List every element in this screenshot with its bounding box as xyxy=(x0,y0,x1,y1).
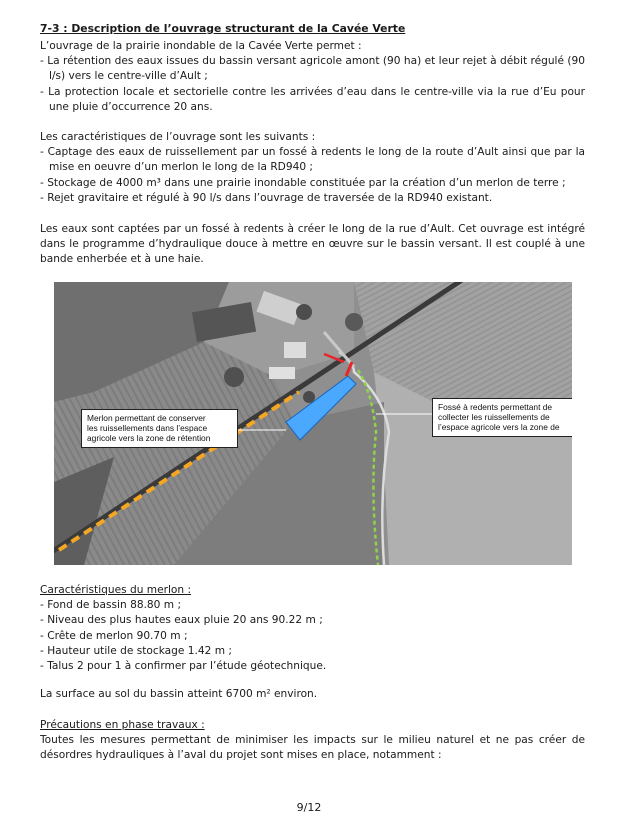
intro-lead: L’ouvrage de la prairie inondable de la Cavée Verte permet : xyxy=(40,40,362,52)
section-heading: 7-3 : Description de l’ouvrage structurant de la Cavée Verte xyxy=(40,22,406,35)
characteristics-lead: Les caractéristiques de l’ouvrage sont les suivants : xyxy=(40,131,316,143)
callout-line: collecter les ruissellements de xyxy=(438,412,550,423)
characteristics-block xyxy=(40,130,585,206)
callout-line: l’espace agricole vers la zone de xyxy=(438,422,560,433)
surface-text: La surface au sol du bassin atteint 6700 m² environ. xyxy=(40,688,318,700)
callout-line: agricole vers la zone de rétention xyxy=(87,433,211,444)
characteristics-item: - Rejet gravitaire et régulé à 90 l/s dans l’ouvrage de traversée de la RD940 existant. xyxy=(40,191,493,204)
page-number: 9/12 xyxy=(296,801,322,814)
callout-line: les ruissellements dans l’espace xyxy=(87,423,208,434)
merlon-item: - Niveau des plus hautes eaux pluie 20 ans 90.22 m ; xyxy=(40,614,323,627)
callout-merlon xyxy=(81,409,238,448)
callout-ditch xyxy=(432,398,572,437)
callout-line: Fossé à redents permettant de xyxy=(438,402,553,412)
intro-item: - La protection locale et sectorielle contre les arrivées d’eau dans le centre-ville via la rue d’Eu pour une pluie d’occurrence 20 ans. xyxy=(40,85,585,113)
merlon-heading: Caractéristiques du merlon : xyxy=(40,584,192,596)
merlon-item: - Fond de bassin 88.80 m ; xyxy=(40,599,182,612)
intro-block xyxy=(40,39,585,115)
callout-line: Merlon permettant de conserver xyxy=(87,413,206,423)
characteristics-item: - Stockage de 4000 m³ dans une prairie inondable constituée par la création d’un merlon de terre ; xyxy=(40,176,566,189)
merlon-item: - Talus 2 pour 1 à confirmer par l’étude géotechnique. xyxy=(40,660,327,673)
merlon-block xyxy=(40,583,585,674)
precautions-heading: Précautions en phase travaux : xyxy=(40,719,205,731)
precautions-block xyxy=(40,718,585,764)
characteristics-item: - Captage des eaux de ruissellement par un fossé à redents le long de la route d’Ault ainsi que par la mise en oeuvre d’un merlon le long de la RD940 ; xyxy=(40,146,585,174)
merlon-item: - Hauteur utile de stockage 1.42 m ; xyxy=(40,644,232,657)
precautions-text: Toutes les mesures permettant de minimiser les impacts sur le milieu naturel et ne pas créer de désordres hydrauliques à l’aval du projet sont mises en place, notamment : xyxy=(40,734,585,762)
merlon-item: - Crête de merlon 90.70 m ; xyxy=(40,629,188,642)
aerial-figure xyxy=(54,282,572,565)
intro-item: - La rétention des eaux issues du bassin versant agricole amont (90 ha) et leur rejet à débit régulé (90 l/s) vers le centre-ville d’Ault ; xyxy=(40,55,585,83)
capture-paragraph: Les eaux sont captées par un fossé à redents à créer le long de la rue d’Ault. Cet ouvrage est intégré dans le programme d’hydraulique douce à mettre en œuvre sur le bassin versant. Il est couplé à une bande enherbée et à une haie. xyxy=(40,223,585,266)
